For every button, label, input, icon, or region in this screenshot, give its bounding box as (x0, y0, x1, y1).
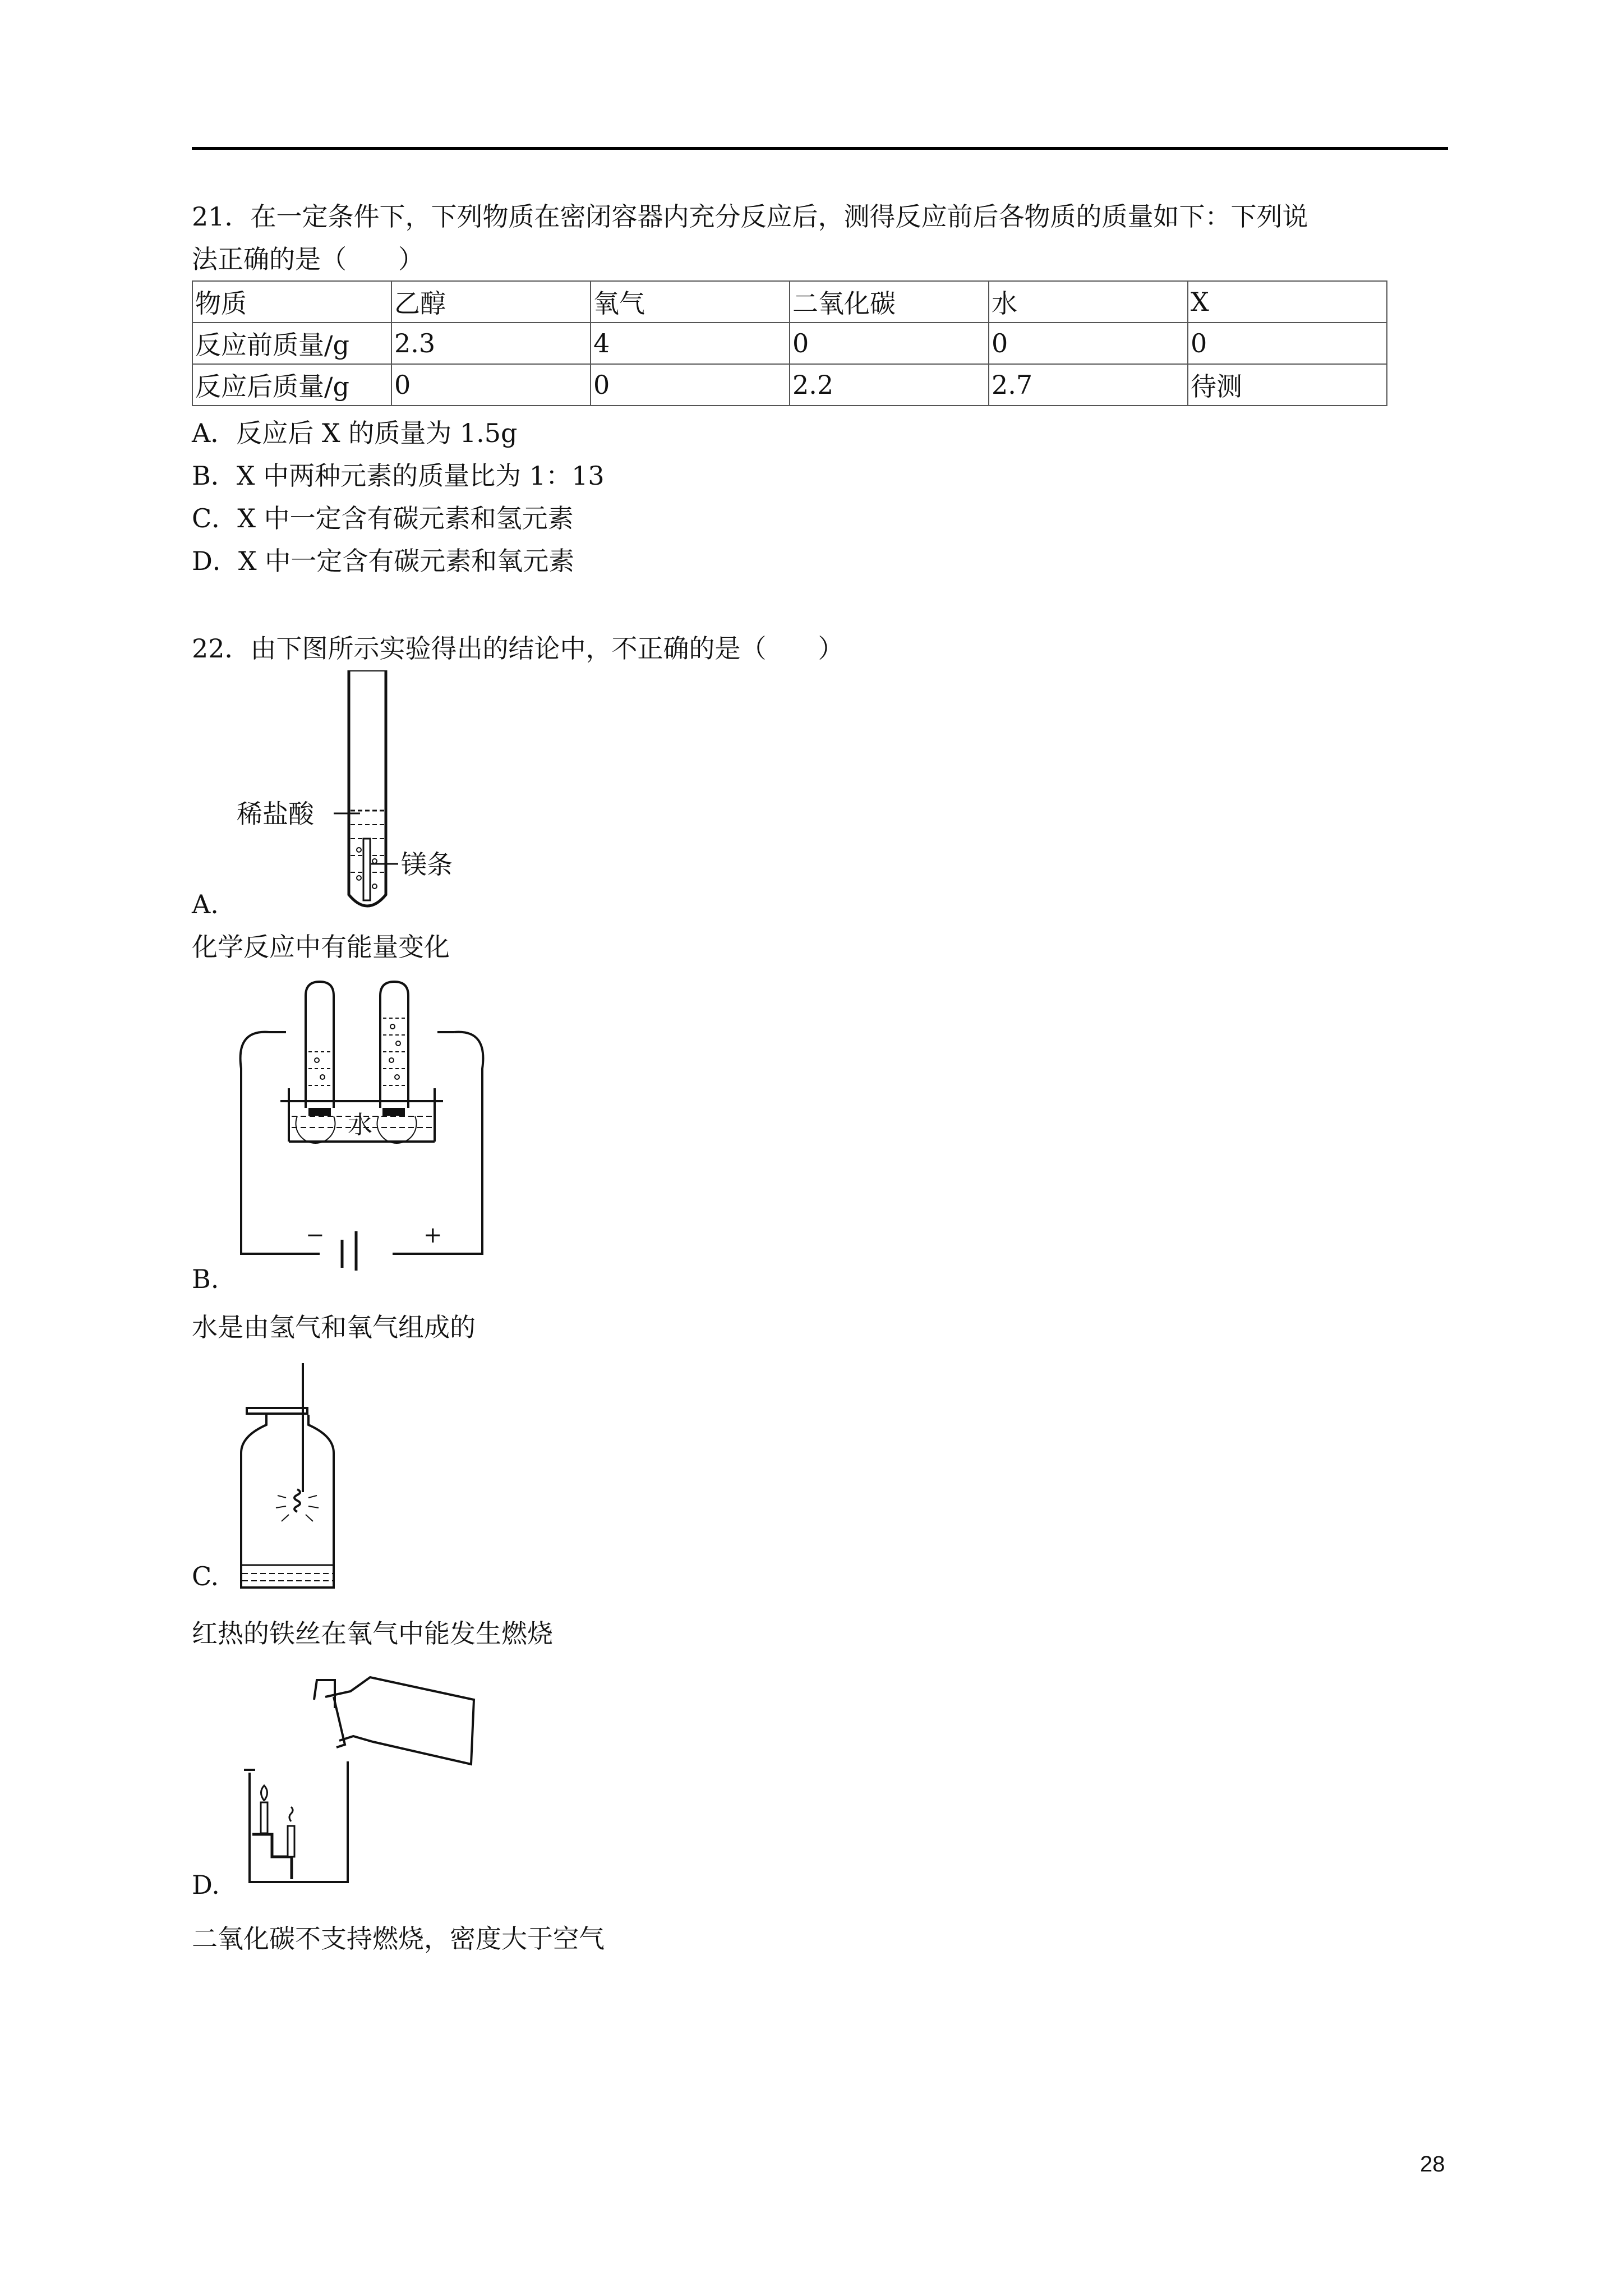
q22-d-conclusion: 二氧化碳不支持燃烧，密度大于空气 (192, 1924, 605, 1954)
table-cell: X (1188, 281, 1387, 323)
q21-option-d: D．X 中一定含有碳元素和氧元素 (192, 546, 575, 576)
table-cell: 乙醇 (391, 281, 591, 323)
table-row (192, 323, 1387, 364)
q22-b-letter: B. (192, 1264, 219, 1294)
q22-b-conclusion: 水是由氢气和氧气组成的 (192, 1312, 476, 1342)
table-cell: 0 (790, 323, 989, 364)
label-dilute-hcl: 稀盐酸 (237, 799, 314, 829)
q22-c-conclusion: 红热的铁丝在氧气中能发生燃烧 (192, 1618, 553, 1649)
q22-a-conclusion: 化学反应中有能量变化 (192, 932, 450, 962)
figure-d-co2-beaker (238, 1674, 496, 1893)
q21-option-c: C．X 中一定含有碳元素和氢元素 (192, 503, 574, 533)
table-cell: 物质 (192, 281, 391, 323)
q21-stem-line1: 21．在一定条件下，下列物质在密闭容器内充分反应后，测得反应前后各物质的质量如下：下列说 (192, 201, 1308, 232)
table-cell: 反应前质量/g (192, 323, 391, 364)
table-cell: 水 (989, 281, 1188, 323)
page-number: 28 (1420, 2152, 1445, 2177)
table-cell: 氧气 (591, 281, 790, 323)
table-cell: 待测 (1188, 364, 1387, 406)
table-row (192, 364, 1387, 406)
q21-stem-line2: 法正确的是（ ） (192, 244, 424, 274)
table-cell: 0 (989, 323, 1188, 364)
figure-b-electrolysis (236, 979, 494, 1271)
q22-c-letter: C. (192, 1561, 219, 1591)
q21-mass-table (192, 280, 1387, 406)
table-cell: 4 (591, 323, 790, 364)
label-water: 水 (348, 1111, 372, 1139)
figure-a-test-tube (230, 670, 522, 917)
table-cell: 0 (391, 364, 591, 406)
table-cell: 二氧化碳 (790, 281, 989, 323)
table-cell: 2.7 (989, 364, 1188, 406)
table-cell: 2.3 (391, 323, 591, 364)
table-cell: 反应后质量/g (192, 364, 391, 406)
label-mg-strip: 镁条 (401, 849, 453, 880)
table-header-row (192, 281, 1387, 323)
q21-option-a: A．反应后 X 的质量为 1.5g (192, 418, 518, 448)
label-negative: − (306, 1222, 325, 1248)
q22-a-letter: A. (192, 889, 219, 919)
q22-d-letter: D. (192, 1870, 220, 1900)
table-cell: 2.2 (790, 364, 989, 406)
q22-stem: 22．由下图所示实验得出的结论中，不正确的是（ ） (192, 633, 844, 664)
table-cell: 0 (1188, 323, 1387, 364)
figure-c-iron-wire-bottle (236, 1363, 348, 1593)
table-cell: 0 (591, 364, 790, 406)
q21-option-b: B．X 中两种元素的质量比为 1：13 (192, 461, 605, 491)
header-rule (192, 147, 1448, 150)
label-positive: + (423, 1222, 442, 1248)
